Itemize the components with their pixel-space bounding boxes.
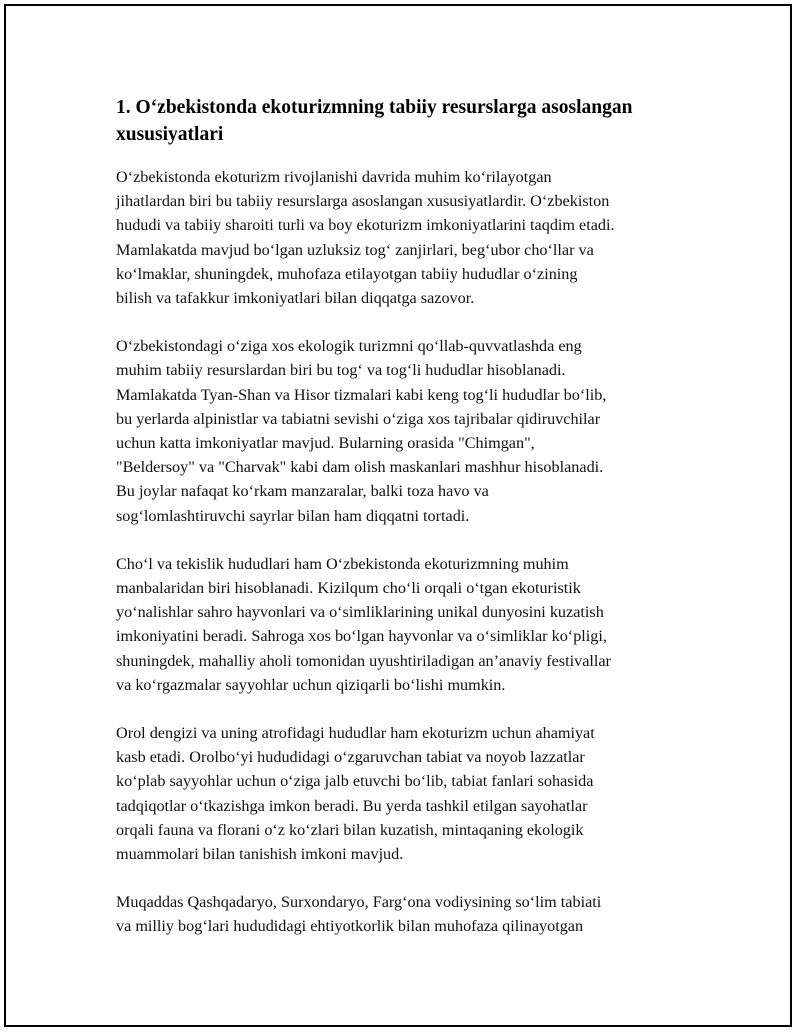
- document-body: [116, 94, 686, 963]
- section-heading: 1. O‘zbekistonda ekoturizmning tabiiy resurslarga asoslangan xususiyatlari: [116, 97, 633, 145]
- paragraph-3: Cho‘l va tekislik hududlari ham O‘zbekistonda ekoturizmning muhim manbalaridan biri hisoblanadi. Kizilqum cho‘li orqali o‘tgan ekoturistik yo‘nalishlar sahro hayvonlari va o‘simliklarining unikal dunyosini kuzatish imkoniyatini beradi. Sahroga xos bo‘lgan hayvonlar va o‘simliklar ko‘pligi, shuningdek, mahalliy aholi tomonidan uyushtiriladigan an’anaviy festivallar va ko‘rgazmalar sayyohlar uchun qiziqarli bo‘lishi mumkin.: [116, 554, 611, 694]
- paragraph-1: O‘zbekistonda ekoturizm rivojlanishi davrida muhim ko‘rilayotgan jihatlardan biri bu tabiiy resurslarga asoslangan xususiyatlardir. O‘zbekiston hududi va tabiiy sharoiti turli va boy ekoturizm imkoniyatlarini taqdim etadi. Mamlakatda mavjud bo‘lgan uzluksiz tog‘ zanjirlari, beg‘ubor cho‘llar va ko‘lmaklar, shuningdek, muhofaza etilayotgan tabiiy hududlar o‘zining bilish va tafakkur imkoniyatlari bilan diqqatga sazovor.: [116, 168, 615, 308]
- paragraph-2: O‘zbekistondagi o‘ziga xos ekologik turizmni qo‘llab-quvvatlashda eng muhim tabiiy resurslardan biri bu tog‘ va tog‘li hududlar hisoblanadi. Mamlakatda Tyan-Shan va Hisor tizmalari kabi keng tog‘li hududlar bo‘lib, bu yerlarda alpinistlar va tabiatni sevishi o‘ziga xos tajribalar qidiruvchilar uchun katta imkoniyatlar mavjud. Bularning orasida "Chimgan", "Beldersoy" va "Charvak" kabi dam olish maskanlari mashhur hisoblanadi. Bu joylar nafaqat ko‘rkam manzaralar, balki toza havo va sog‘lomlashtiruvchi sayrlar bilan ham diqqatni tortadi.: [116, 337, 607, 525]
- paragraph-5: Muqaddas Qashqadaryo, Surxondaryo, Farg‘ona vodiysining so‘lim tabiati va milliy bog‘lari hududidagi ehtiyotkorlik bilan muhofaza qilinayotgan: [116, 893, 602, 936]
- paragraph-4: Orol dengizi va uning atrofidagi hududlar ham ekoturizm uchun ahamiyat kasb etadi. Orolbo‘yi hududidagi o‘zgaruvchan tabiat va noyob lazzatlar ko‘plab sayyohlar uchun o‘ziga jalb etuvchi bo‘lib, tabiat fanlari sohasida tadqiqotlar o‘tkazishga imkon beradi. Bu yerda tashkil etilgan sayohatlar orqali fauna va florani o‘z ko‘zlari bilan kuzatish, mintaqaning ekologik muammolari bilan tanishish imkoni mavjud.: [116, 724, 595, 864]
